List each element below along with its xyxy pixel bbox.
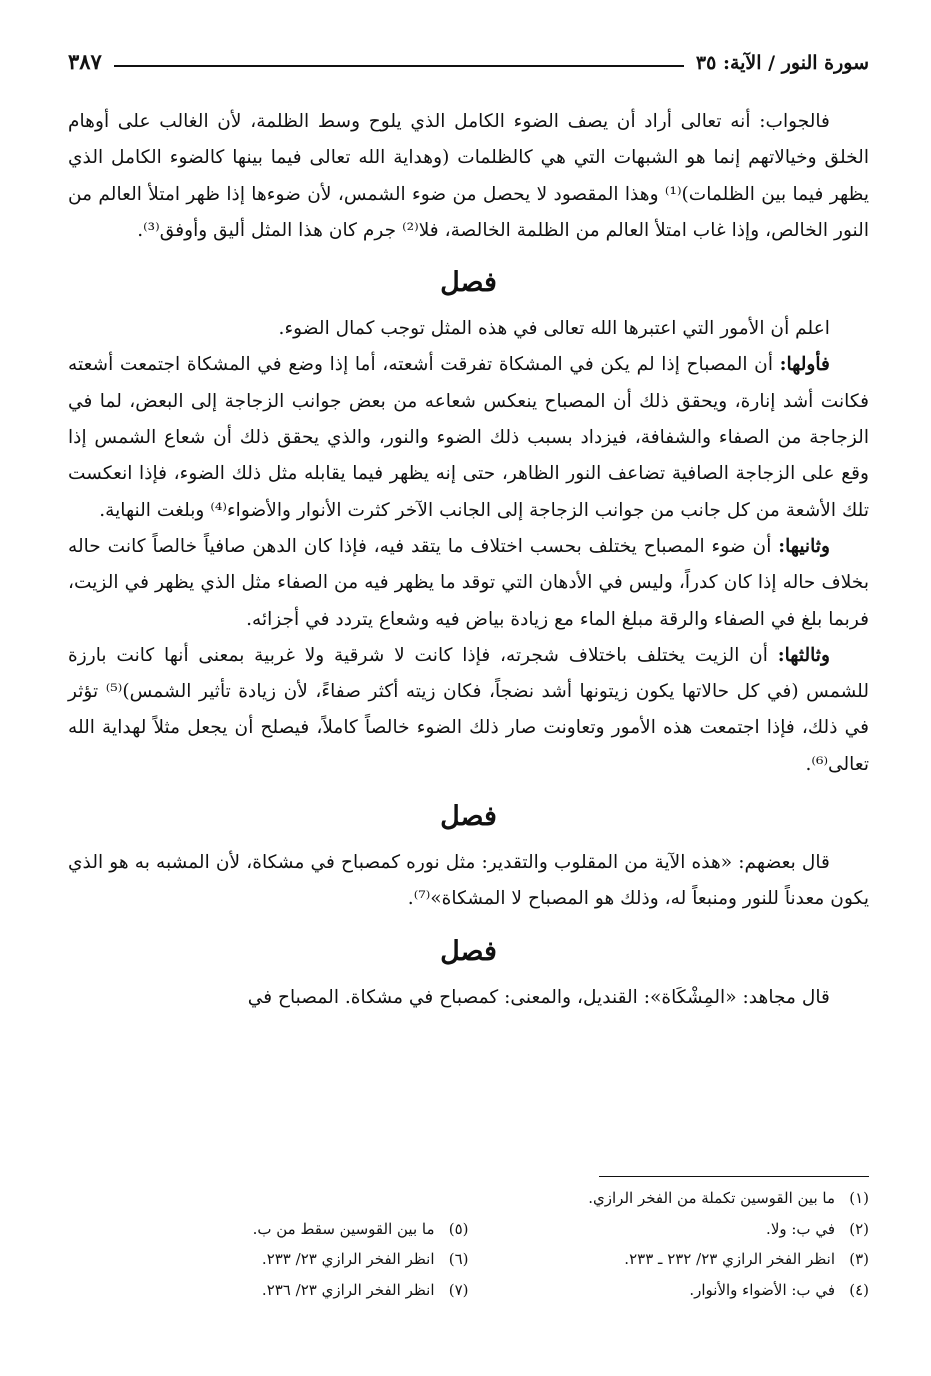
footnote-number: (٤) bbox=[849, 1280, 869, 1299]
footnote-text: في ب: الأضواء والأنوار. bbox=[689, 1280, 835, 1299]
page-body bbox=[68, 104, 869, 1016]
footnote-text: ما بين القوسين تكملة من الفخر الرازي. bbox=[588, 1189, 835, 1207]
section-heading: فصل bbox=[440, 935, 497, 967]
paragraph-text: أن ضوء المصباح يختلف بحسب اختلاف ما يتقد فيه، فإذا كان الدهن صافياً خالصاً كانت حاله بخلاف حاله إذا كان كدراً، وليس في الأدهان التي توقد ما يظهر فيه من الصفاء مثل الذي يظهر في الزيت، فربما بلغ في الصفاء والرقة مبلغ الماء مع زيادة بياض فيه وشعاع يتردد في أجزائه. bbox=[68, 535, 869, 630]
header-title: سورة النور / الآية: ٣٥ bbox=[695, 52, 869, 74]
paragraph-intro: اعلم أن الأمور التي اعتبرها الله تعالى في هذه المثل توجب كمال الضوء. bbox=[278, 318, 830, 340]
footnote bbox=[469, 1275, 870, 1306]
paragraph-lead: فأولها: bbox=[779, 354, 830, 376]
book-page bbox=[68, 0, 869, 1376]
running-header bbox=[68, 32, 869, 74]
footnote bbox=[68, 1275, 469, 1306]
header-rule bbox=[114, 65, 684, 67]
paragraph-lead: وثالثها: bbox=[777, 644, 830, 666]
footnotes bbox=[68, 1183, 869, 1305]
section-heading: فصل bbox=[440, 801, 497, 833]
footnote-number: (١) bbox=[849, 1189, 869, 1207]
section-heading: فصل bbox=[440, 267, 497, 299]
footnote-column bbox=[68, 1183, 469, 1305]
footnote-number: (٢) bbox=[849, 1219, 869, 1238]
footnote-column bbox=[469, 1183, 870, 1305]
footnote-separator bbox=[599, 1176, 869, 1177]
footnote-text: انظر الفخر الرازي ٢٣/ ٢٣٢ ـ ٢٣٣. bbox=[624, 1250, 835, 1268]
footnote-number: (٣) bbox=[849, 1250, 869, 1268]
footnote-text: ما بين القوسين سقط من ب. bbox=[252, 1219, 435, 1238]
paragraph-first bbox=[68, 347, 869, 528]
paragraph-mujahid: قال مجاهد: «المِشْكَاة»: القنديل، والمعنى: كمصباح في مشكاة. المصباح في bbox=[247, 986, 830, 1008]
paragraph-third bbox=[68, 638, 869, 783]
paragraph-text: أن الزيت يختلف باختلاف شجرته، فإذا كانت لا شرقية ولا غربية بمعنى أنها كانت بارزة للشمس (في كل حالاتها يكون زيتونها أشد نضجاً، فكان زيته أكثر صفاءً، لأن زيادة تأثير الشمس)⁽⁵⁾ تؤثر في ذلك، فإذا اجتمعت هذه الأمور وتعاونت صار ذلك الضوء خالصاً كاملاً، فيصلح أن يجعل مثلاً لهداية الله تعالى⁽⁶⁾. bbox=[68, 644, 870, 775]
paragraph-answer: فالجواب: أنه تعالى أراد أن يصف الضوء الكامل الذي يلوح وسط الظلمة، لأن الغالب على أوهام الخلق وخيالاتهم إنما هو الشبهات التي هي كالظلمات (وهداية الله تعالى فيما بينها كالضوء الكامل الذي يظهر فيما بين الظلمات)⁽¹⁾ وهذا المقصود لا يحصل من ضوء الشمس، لأن ضوءها إذا ظهر امتلأ العالم من النور الخالص، وإذا غاب امتلأ العالم من الظلمة الخالصة، فلا⁽²⁾ جرم كان هذا المثل أليق وأوفق⁽³⁾. bbox=[68, 111, 869, 241]
paragraph-quote: قال بعضهم: «هذه الآية من المقلوب والتقدير: مثل نوره كمصباح في مشكاة، لأن المشبه به هو الذي يكون معدناً للنور ومنبعاً له، وذلك هو المصباح لا المشكاة»⁽⁷⁾. bbox=[68, 852, 869, 910]
footnote-number: (٧) bbox=[448, 1280, 469, 1299]
footnote-number: (٦) bbox=[448, 1250, 469, 1268]
paragraph-second bbox=[68, 529, 869, 638]
footnote bbox=[68, 1244, 469, 1275]
footnote-number: (٥) bbox=[448, 1219, 469, 1238]
paragraph-text: أن المصباح إذا لم يكن في المشكاة تفرقت أشعته، أما إذا وضع في المشكاة اجتمعت أشعته فكانت أشد إنارة، ويحقق ذلك أن المصباح ينعكس شعاعه من بعض جوانب الزجاجة إلى البعض، لما في الزجاجة من الصفاء والشفافة، فيزداد بسبب ذلك الضوء والنور، والذي يحقق ذلك أن شعاع الشمس إذا وقع على الزجاجة الصافية تضاعف النور الظاهر، حتى إنه يظهر فيما يقابله مثل ذلك الضوء، فإذا انعكست تلك الأشعة من كل جانب من جوانب الزجاجة إلى الجانب الآخر كثرت الأنوار والأضواء⁽⁴⁾ وبلغت النهاية. bbox=[68, 354, 869, 521]
footnote-text: في ب: ولا. bbox=[766, 1219, 835, 1238]
page-number: ٣٨٧ bbox=[68, 49, 102, 74]
footnote-text: انظر الفخر الرازي ٢٣/ ٢٣٦. bbox=[261, 1280, 435, 1299]
paragraph-lead: وثانيها: bbox=[778, 535, 830, 557]
footnote bbox=[469, 1244, 870, 1275]
footnote bbox=[469, 1183, 870, 1214]
footnote bbox=[68, 1214, 469, 1245]
footnote-text: انظر الفخر الرازي ٢٣/ ٢٣٣. bbox=[261, 1250, 435, 1268]
footnote bbox=[469, 1214, 870, 1245]
